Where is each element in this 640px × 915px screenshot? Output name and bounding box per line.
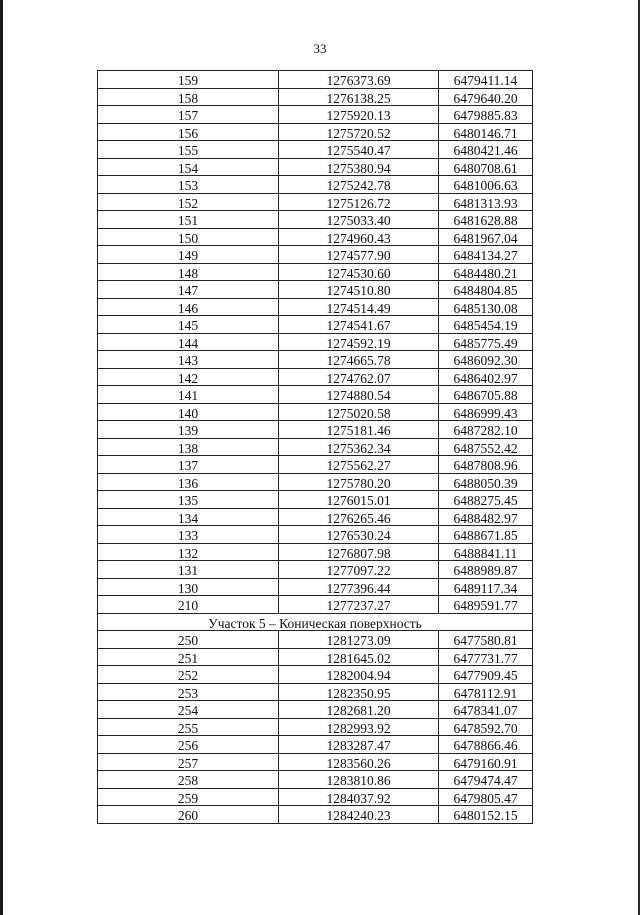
y-coordinate-cell: 6479474.47 — [439, 771, 533, 789]
x-coordinate-cell: 1275540.47 — [279, 141, 439, 159]
y-coordinate-cell: 6486999.43 — [439, 403, 533, 421]
y-coordinate-cell: 6484134.27 — [439, 246, 533, 264]
point-number-cell: 142 — [98, 368, 279, 386]
x-coordinate-cell: 1284240.23 — [279, 806, 439, 824]
y-coordinate-cell: 6488671.85 — [439, 526, 533, 544]
point-number-cell: 159 — [98, 71, 279, 89]
point-number-cell: 134 — [98, 508, 279, 526]
point-number-cell: 257 — [98, 753, 279, 771]
x-coordinate-cell: 1274530.60 — [279, 263, 439, 281]
point-number-cell: 150 — [98, 228, 279, 246]
point-number-cell: 250 — [98, 631, 279, 649]
x-coordinate-cell: 1274514.49 — [279, 298, 439, 316]
x-coordinate-cell: 1283560.26 — [279, 753, 439, 771]
y-coordinate-cell: 6479411.14 — [439, 71, 533, 89]
point-number-cell: 140 — [98, 403, 279, 421]
table-row — [98, 526, 533, 544]
y-coordinate-cell: 6485775.49 — [439, 333, 533, 351]
point-number-cell: 253 — [98, 683, 279, 701]
point-number-cell: 256 — [98, 736, 279, 754]
point-number-cell: 260 — [98, 806, 279, 824]
x-coordinate-cell: 1275380.94 — [279, 158, 439, 176]
table-row — [98, 596, 533, 614]
table-row — [98, 578, 533, 596]
table-row — [98, 473, 533, 491]
point-number-cell: 259 — [98, 788, 279, 806]
point-number-cell: 136 — [98, 473, 279, 491]
table-row — [98, 648, 533, 666]
y-coordinate-cell: 6480421.46 — [439, 141, 533, 159]
y-coordinate-cell: 6484480.21 — [439, 263, 533, 281]
point-number-cell: 139 — [98, 421, 279, 439]
y-coordinate-cell: 6478592.70 — [439, 718, 533, 736]
y-coordinate-cell: 6488050.39 — [439, 473, 533, 491]
point-number-cell: 155 — [98, 141, 279, 159]
x-coordinate-cell: 1275920.13 — [279, 106, 439, 124]
x-coordinate-cell: 1283287.47 — [279, 736, 439, 754]
table-row — [98, 298, 533, 316]
table-row — [98, 788, 533, 806]
y-coordinate-cell: 6480146.71 — [439, 123, 533, 141]
point-number-cell: 144 — [98, 333, 279, 351]
point-number-cell: 151 — [98, 211, 279, 229]
x-coordinate-cell: 1282993.92 — [279, 718, 439, 736]
point-number-cell: 153 — [98, 176, 279, 194]
x-coordinate-cell: 1277097.22 — [279, 561, 439, 579]
y-coordinate-cell: 6479640.20 — [439, 88, 533, 106]
section-header-row — [98, 613, 533, 631]
point-number-cell: 131 — [98, 561, 279, 579]
x-coordinate-cell: 1276530.24 — [279, 526, 439, 544]
x-coordinate-cell: 1276138.25 — [279, 88, 439, 106]
point-number-cell: 251 — [98, 648, 279, 666]
point-number-cell: 154 — [98, 158, 279, 176]
table-section-header-group — [98, 613, 533, 631]
table-row — [98, 631, 533, 649]
x-coordinate-cell: 1275181.46 — [279, 421, 439, 439]
y-coordinate-cell: 6487552.42 — [439, 438, 533, 456]
y-coordinate-cell: 6487808.96 — [439, 456, 533, 474]
table-row — [98, 193, 533, 211]
x-coordinate-cell: 1275562.27 — [279, 456, 439, 474]
x-coordinate-cell: 1274960.43 — [279, 228, 439, 246]
y-coordinate-cell: 6479885.83 — [439, 106, 533, 124]
y-coordinate-cell: 6481006.63 — [439, 176, 533, 194]
y-coordinate-cell: 6477909.45 — [439, 666, 533, 684]
x-coordinate-cell: 1275126.72 — [279, 193, 439, 211]
point-number-cell: 156 — [98, 123, 279, 141]
table-row — [98, 508, 533, 526]
table-row — [98, 106, 533, 124]
point-number-cell: 145 — [98, 316, 279, 334]
point-number-cell: 143 — [98, 351, 279, 369]
table-row — [98, 351, 533, 369]
table-row — [98, 333, 533, 351]
x-coordinate-cell: 1282004.94 — [279, 666, 439, 684]
table-row — [98, 403, 533, 421]
y-coordinate-cell: 6477731.77 — [439, 648, 533, 666]
table-row — [98, 701, 533, 719]
x-coordinate-cell: 1282350.95 — [279, 683, 439, 701]
table-row — [98, 771, 533, 789]
point-number-cell: 138 — [98, 438, 279, 456]
y-coordinate-cell: 6489591.77 — [439, 596, 533, 614]
table-row — [98, 141, 533, 159]
y-coordinate-cell: 6486402.97 — [439, 368, 533, 386]
x-coordinate-cell: 1274510.80 — [279, 281, 439, 299]
y-coordinate-cell: 6478112.91 — [439, 683, 533, 701]
table-row — [98, 753, 533, 771]
table-row — [98, 806, 533, 824]
x-coordinate-cell: 1276015.01 — [279, 491, 439, 509]
point-number-cell: 158 — [98, 88, 279, 106]
x-coordinate-cell: 1276807.98 — [279, 543, 439, 561]
y-coordinate-cell: 6479805.47 — [439, 788, 533, 806]
table-row — [98, 316, 533, 334]
x-coordinate-cell: 1281273.09 — [279, 631, 439, 649]
point-number-cell: 133 — [98, 526, 279, 544]
table-row — [98, 88, 533, 106]
y-coordinate-cell: 6480152.15 — [439, 806, 533, 824]
x-coordinate-cell: 1274592.19 — [279, 333, 439, 351]
x-coordinate-cell: 1276265.46 — [279, 508, 439, 526]
point-number-cell: 149 — [98, 246, 279, 264]
table-row — [98, 386, 533, 404]
x-coordinate-cell: 1275780.20 — [279, 473, 439, 491]
table-row — [98, 246, 533, 264]
x-coordinate-cell: 1275720.52 — [279, 123, 439, 141]
x-coordinate-cell: 1275362.34 — [279, 438, 439, 456]
x-coordinate-cell: 1275033.40 — [279, 211, 439, 229]
y-coordinate-cell: 6478341.07 — [439, 701, 533, 719]
x-coordinate-cell: 1274665.78 — [279, 351, 439, 369]
y-coordinate-cell: 6488841.11 — [439, 543, 533, 561]
point-number-cell: 152 — [98, 193, 279, 211]
table-row — [98, 211, 533, 229]
x-coordinate-cell: 1274577.90 — [279, 246, 439, 264]
point-number-cell: 255 — [98, 718, 279, 736]
y-coordinate-cell: 6486092.30 — [439, 351, 533, 369]
table-row — [98, 438, 533, 456]
y-coordinate-cell: 6488275.45 — [439, 491, 533, 509]
scan-edge-left — [0, 0, 3, 915]
table-body-part-a — [98, 71, 533, 614]
table-row — [98, 158, 533, 176]
table-row — [98, 421, 533, 439]
table-row — [98, 666, 533, 684]
table-row — [98, 228, 533, 246]
y-coordinate-cell: 6481313.93 — [439, 193, 533, 211]
y-coordinate-cell: 6485454.19 — [439, 316, 533, 334]
table-row — [98, 456, 533, 474]
y-coordinate-cell: 6477580.81 — [439, 631, 533, 649]
x-coordinate-cell: 1274880.54 — [279, 386, 439, 404]
table-row — [98, 718, 533, 736]
x-coordinate-cell: 1274762.07 — [279, 368, 439, 386]
y-coordinate-cell: 6481967.04 — [439, 228, 533, 246]
point-number-cell: 135 — [98, 491, 279, 509]
point-number-cell: 258 — [98, 771, 279, 789]
point-number-cell: 146 — [98, 298, 279, 316]
y-coordinate-cell: 6485130.08 — [439, 298, 533, 316]
x-coordinate-cell: 1275242.78 — [279, 176, 439, 194]
point-number-cell: 130 — [98, 578, 279, 596]
table-row — [98, 491, 533, 509]
section-title: Участок 5 – Коническая поверхность — [98, 613, 533, 631]
y-coordinate-cell: 6478866.46 — [439, 736, 533, 754]
coordinates-table — [97, 70, 533, 824]
x-coordinate-cell: 1277396.44 — [279, 578, 439, 596]
x-coordinate-cell: 1276373.69 — [279, 71, 439, 89]
y-coordinate-cell: 6488482.97 — [439, 508, 533, 526]
point-number-cell: 252 — [98, 666, 279, 684]
x-coordinate-cell: 1283810.86 — [279, 771, 439, 789]
table-row — [98, 561, 533, 579]
point-number-cell: 148 — [98, 263, 279, 281]
y-coordinate-cell: 6489117.34 — [439, 578, 533, 596]
table-row — [98, 281, 533, 299]
y-coordinate-cell: 6486705.88 — [439, 386, 533, 404]
page-number: 33 — [313, 41, 327, 56]
table-row — [98, 123, 533, 141]
table-row — [98, 368, 533, 386]
table-row — [98, 543, 533, 561]
point-number-cell: 141 — [98, 386, 279, 404]
x-coordinate-cell: 1277237.27 — [279, 596, 439, 614]
y-coordinate-cell: 6480708.61 — [439, 158, 533, 176]
x-coordinate-cell: 1274541.67 — [279, 316, 439, 334]
table-body-part-b — [98, 631, 533, 824]
y-coordinate-cell: 6481628.88 — [439, 211, 533, 229]
y-coordinate-cell: 6484804.85 — [439, 281, 533, 299]
point-number-cell: 147 — [98, 281, 279, 299]
point-number-cell: 132 — [98, 543, 279, 561]
table-row — [98, 176, 533, 194]
point-number-cell: 210 — [98, 596, 279, 614]
table-row — [98, 71, 533, 89]
y-coordinate-cell: 6487282.10 — [439, 421, 533, 439]
table-row — [98, 263, 533, 281]
x-coordinate-cell: 1275020.58 — [279, 403, 439, 421]
table-row — [98, 736, 533, 754]
y-coordinate-cell: 6488989.87 — [439, 561, 533, 579]
x-coordinate-cell: 1281645.02 — [279, 648, 439, 666]
x-coordinate-cell: 1284037.92 — [279, 788, 439, 806]
y-coordinate-cell: 6479160.91 — [439, 753, 533, 771]
point-number-cell: 137 — [98, 456, 279, 474]
table-row — [98, 683, 533, 701]
point-number-cell: 157 — [98, 106, 279, 124]
x-coordinate-cell: 1282681.20 — [279, 701, 439, 719]
point-number-cell: 254 — [98, 701, 279, 719]
